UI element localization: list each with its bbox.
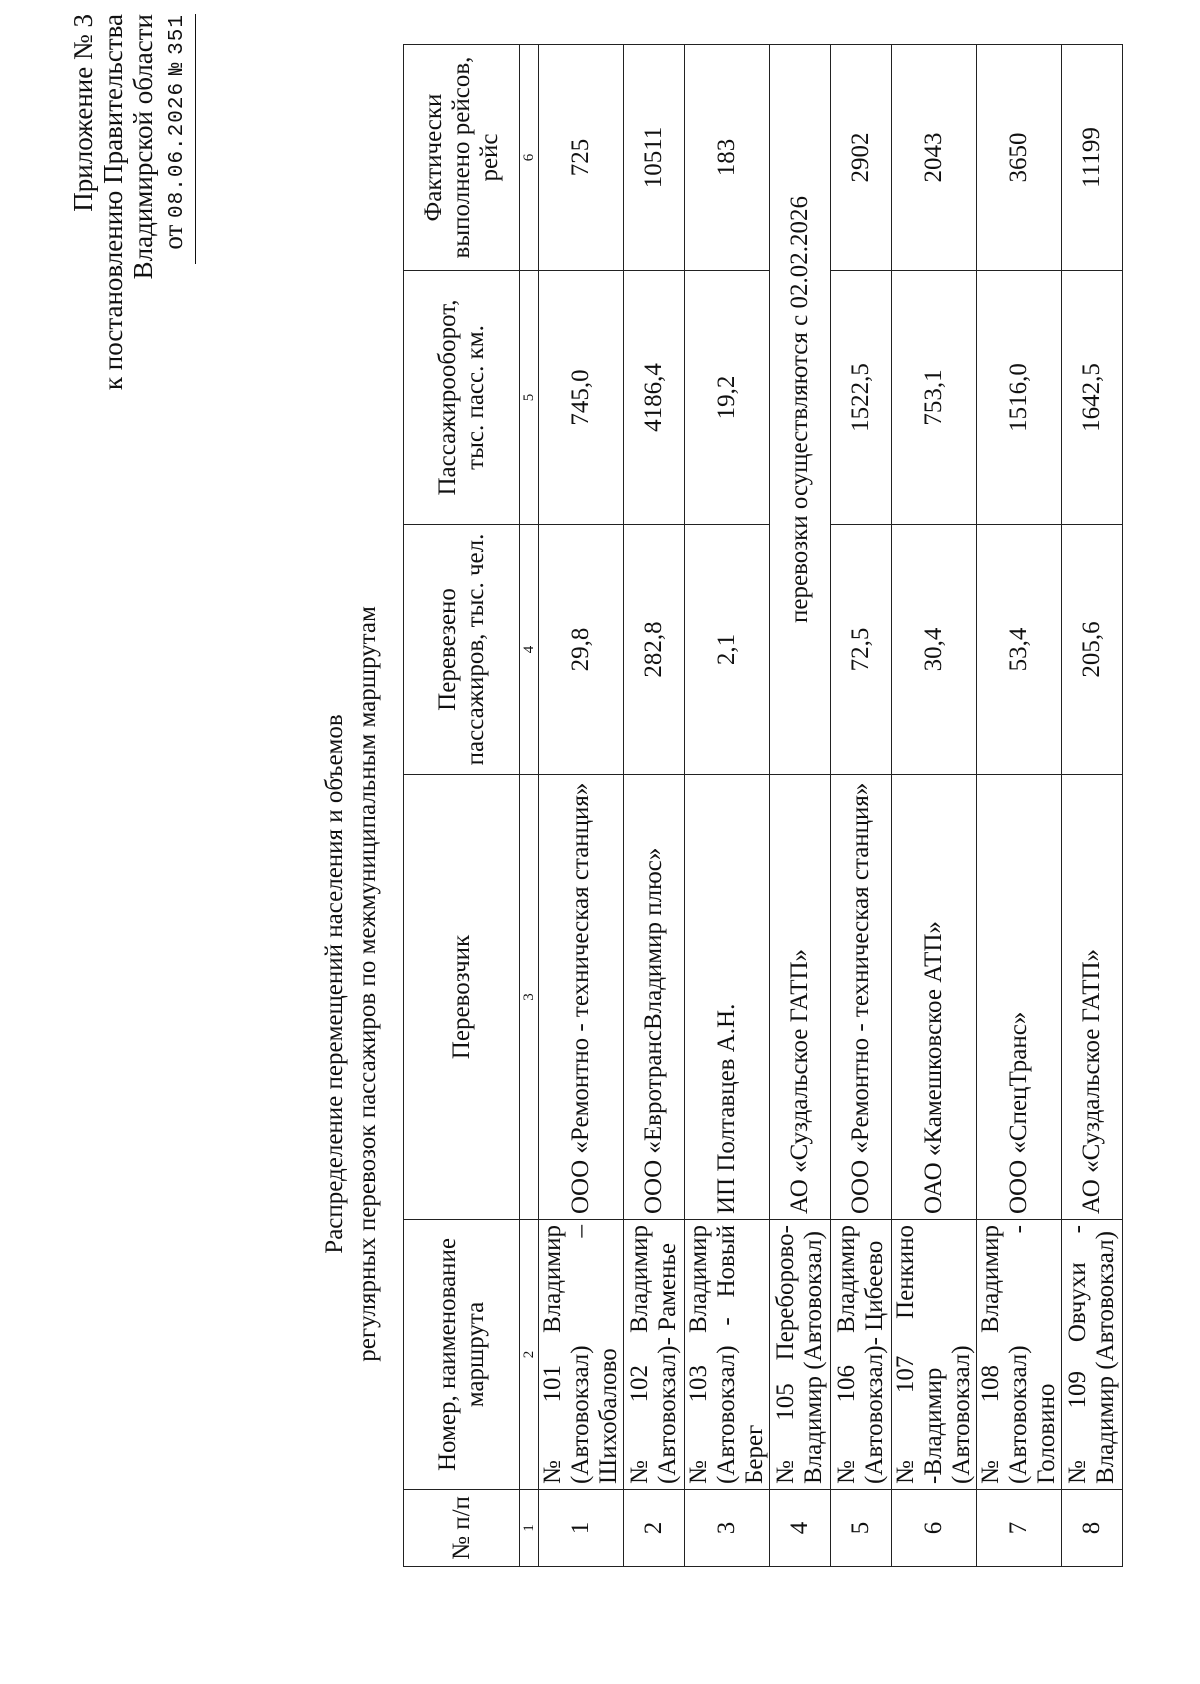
table-row xyxy=(1062,45,1123,1567)
trips-value: 11199 xyxy=(1062,45,1123,271)
carrier-name: ООО «Ремонтно - техническая станция» xyxy=(831,775,892,1220)
carrier-name: АО «Суздальское ГАТП» xyxy=(1062,775,1123,1220)
route-name: № 105 Переборово-Владимир (Автовокзал) xyxy=(770,1220,831,1490)
row-number: 4 xyxy=(770,1490,831,1567)
carrier-name: ООО «Ремонтно - техническая станция» xyxy=(539,775,624,1220)
carrier-name: ИП Полтавцев А.Н. xyxy=(685,775,770,1220)
turnover-value: 745,0 xyxy=(539,271,624,525)
route-name: № 108 Владимир (Автовокзал) - Головино xyxy=(977,1220,1062,1490)
table-row xyxy=(685,45,770,1567)
appendix-header xyxy=(68,14,196,414)
route-name: № 107 Пенкино -Владимир (Автовокзал) xyxy=(892,1220,977,1490)
passengers-value: 29,8 xyxy=(539,525,624,775)
date-underline xyxy=(195,14,196,264)
header-carrier: Перевозчик xyxy=(404,775,520,1220)
table-row xyxy=(624,45,685,1567)
route-name: № 103 Владимир (Автовокзал) - Новый Берег xyxy=(685,1220,770,1490)
header-trips: Фактически выполнено рейсов, рейс xyxy=(404,45,520,271)
passengers-value: 282,8 xyxy=(624,525,685,775)
column-index-row xyxy=(520,45,539,1567)
route-name: № 109 Овчухи - Владимир (Автовокзал) xyxy=(1062,1220,1123,1490)
row-number: 3 xyxy=(685,1490,770,1567)
carrier-name: ОАО «Камешковское АТП» xyxy=(892,775,977,1220)
passengers-value: 53,4 xyxy=(977,525,1062,775)
service-start-note: перевозки осуществляются с 02.02.2026 xyxy=(770,45,831,775)
appendix-date: 08.06.2026 xyxy=(166,81,189,218)
number-prefix: № xyxy=(166,61,189,76)
carrier-name: АО «Суздальское ГАТП» xyxy=(770,775,831,1220)
table-row xyxy=(770,45,831,1567)
passengers-value: 2,1 xyxy=(685,525,770,775)
trips-value: 2902 xyxy=(831,45,892,271)
routes-table xyxy=(403,44,1123,1567)
row-number: 7 xyxy=(977,1490,1062,1567)
passengers-value: 205,6 xyxy=(1062,525,1123,775)
table-row xyxy=(831,45,892,1567)
date-prefix: от xyxy=(158,224,188,250)
turnover-value: 1522,5 xyxy=(831,271,892,525)
turnover-value: 1516,0 xyxy=(977,271,1062,525)
column-index: 3 xyxy=(520,775,539,1220)
trips-value: 725 xyxy=(539,45,624,271)
column-index: 4 xyxy=(520,525,539,775)
turnover-value: 19,2 xyxy=(685,271,770,525)
appendix-date-line xyxy=(158,14,193,414)
title-line-2: регулярных перевозок пассажиров по межмуниципальным маршрутам xyxy=(354,606,381,1362)
appendix-resolution: к постановлению Правительства xyxy=(98,14,128,391)
header-route: Номер, наименование маршрута xyxy=(404,1220,520,1490)
appendix-title: Приложение № 3 xyxy=(68,14,98,212)
row-number: 8 xyxy=(1062,1490,1123,1567)
title-line-1: Распределение перемещений населения и объемов xyxy=(321,714,348,1254)
row-number: 5 xyxy=(831,1490,892,1567)
passengers-value: 30,4 xyxy=(892,525,977,775)
turnover-value: 1642,5 xyxy=(1062,271,1123,525)
table-header-row xyxy=(404,45,520,1567)
column-index: 2 xyxy=(520,1220,539,1490)
trips-value: 2043 xyxy=(892,45,977,271)
document-title xyxy=(318,484,384,1484)
column-index: 1 xyxy=(520,1490,539,1567)
carrier-name: ООО «ЕвротрансВладимир плюс» xyxy=(624,775,685,1220)
table-row xyxy=(892,45,977,1567)
turnover-value: 4186,4 xyxy=(624,271,685,525)
turnover-value: 753,1 xyxy=(892,271,977,525)
header-turnover: Пассажирооборот, тыс. пасс. км. xyxy=(404,271,520,525)
column-index: 5 xyxy=(520,271,539,525)
table-row xyxy=(977,45,1062,1567)
header-passengers: Перевезено пассажиров, тыс. чел. xyxy=(404,525,520,775)
trips-value: 183 xyxy=(685,45,770,271)
trips-value: 10511 xyxy=(624,45,685,271)
appendix-number: 351 xyxy=(166,14,189,55)
column-index: 6 xyxy=(520,45,539,271)
route-name: № 102 Владимир (Автовокзал)- Раменье xyxy=(624,1220,685,1490)
trips-value: 3650 xyxy=(977,45,1062,271)
appendix-region: Владимирской области xyxy=(128,14,158,280)
header-number: № п/п xyxy=(404,1490,520,1567)
route-name: № 101 Владимир (Автовокзал) – Шихобалово xyxy=(539,1220,624,1490)
passengers-value: 72,5 xyxy=(831,525,892,775)
row-number: 1 xyxy=(539,1490,624,1567)
row-number: 6 xyxy=(892,1490,977,1567)
carrier-name: ООО «СпецТранс» xyxy=(977,775,1062,1220)
table-row xyxy=(539,45,624,1567)
route-name: № 106 Владимир (Автовокзал)- Цибеево xyxy=(831,1220,892,1490)
row-number: 2 xyxy=(624,1490,685,1567)
